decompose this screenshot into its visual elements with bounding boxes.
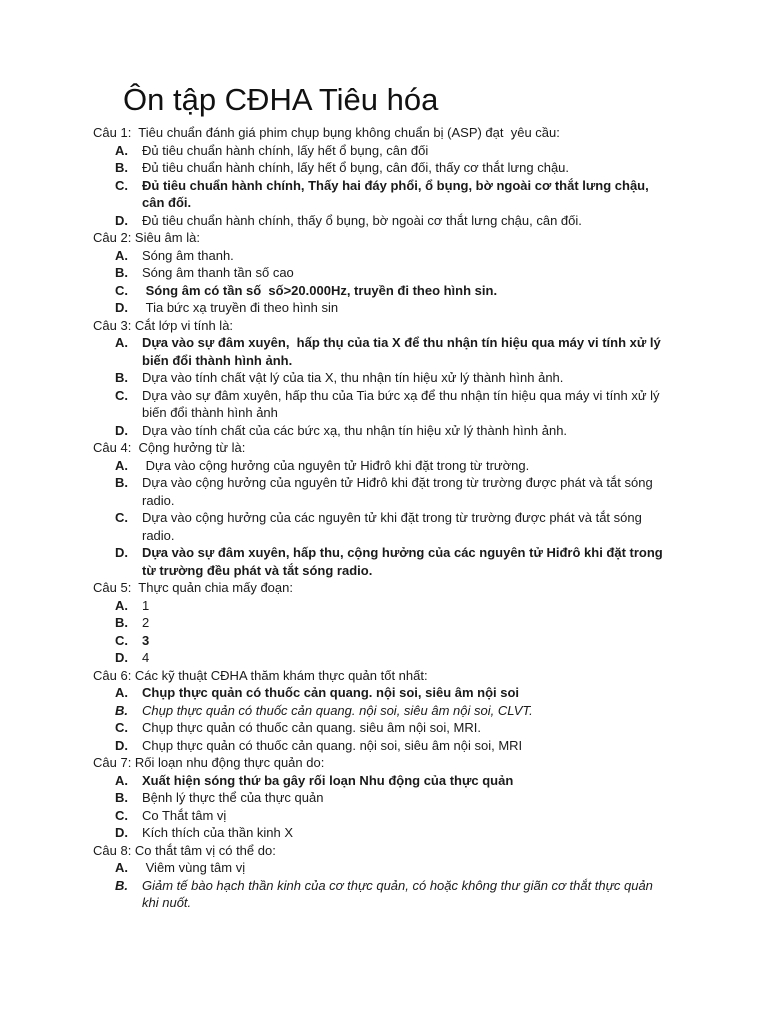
- question-stem: Câu 4: Cộng hưởng từ là:: [93, 440, 246, 455]
- option-text: Dựa vào cộng hưởng của các nguyên tử khi đặt trong từ trường được phát và tắt sóng radio.: [142, 510, 646, 543]
- question-stem: Câu 2: Siêu âm là:: [93, 230, 200, 245]
- option-text: Viêm vùng tâm vị: [142, 860, 246, 875]
- option-text: 3: [142, 632, 150, 648]
- option-letter: C.: [115, 282, 128, 298]
- answer-option: [93, 597, 673, 615]
- option-text: Chụp thực quản có thuốc cản quang. nội soi, siêu âm nội soi: [142, 685, 520, 700]
- option-list: [93, 859, 673, 912]
- answer-option: [93, 824, 673, 842]
- option-list: [93, 597, 673, 667]
- answer-option: [93, 807, 673, 825]
- option-letter: A.: [115, 860, 128, 875]
- answer-option: [93, 299, 673, 317]
- question-stem: Câu 7: Rối loạn nhu động thực quản do:: [93, 755, 325, 770]
- answer-option: [93, 177, 673, 212]
- answer-option: [93, 212, 673, 230]
- option-letter: B.: [115, 615, 128, 630]
- option-letter: D.: [115, 650, 128, 665]
- option-text: Sóng âm thanh tần số cao: [142, 265, 294, 280]
- question-stem: Câu 6: Các kỹ thuật CĐHA thăm khám thực quản tốt nhất:: [93, 667, 428, 683]
- option-text: Dựa vào tính chất vật lý của tia X, thu nhận tín hiệu xử lý thành hình ảnh.: [142, 370, 564, 385]
- option-text: Bệnh lý thực thể của thực quản: [142, 790, 324, 805]
- option-letter: B.: [115, 160, 128, 175]
- answer-option: [93, 772, 673, 790]
- option-letter: C.: [115, 807, 128, 823]
- option-text: Dựa vào cộng hưởng của nguyên tử Hiđrô khi đặt trong từ trường.: [142, 457, 530, 473]
- option-letter: C.: [115, 177, 128, 193]
- document-page: [93, 82, 673, 912]
- question-2: [93, 229, 673, 317]
- option-letter: D.: [115, 300, 128, 315]
- option-letter: A.: [115, 685, 128, 700]
- option-text: Chụp thực quản có thuốc cản quang. nội soi, siêu âm nội soi, CLVT.: [142, 702, 533, 718]
- option-text: Đủ tiêu chuẩn hành chính, lấy hết ổ bụng, cân đối: [142, 142, 429, 158]
- page-title: Ôn tập CĐHA Tiêu hóa: [123, 82, 439, 117]
- option-text: Sóng âm có tần số số>20.000Hz, truyền đi theo hình sin.: [142, 282, 498, 298]
- answer-option: [93, 457, 673, 475]
- question-stem: Câu 3: Cắt lớp vi tính là:: [93, 317, 234, 333]
- answer-option: [93, 422, 673, 440]
- answer-option: [93, 509, 673, 544]
- question-3: [93, 317, 673, 440]
- question-4: [93, 439, 673, 579]
- option-letter: B.: [115, 702, 128, 718]
- option-text: Dựa vào sự đâm xuyên, hấp thụ của tia X để thu nhận tín hiệu qua máy vi tính xử lý biến đổi thành hình ảnh.: [142, 335, 665, 368]
- question-5: [93, 579, 673, 667]
- answer-option: [93, 859, 673, 877]
- option-letter: A.: [115, 772, 128, 788]
- option-text: Xuất hiện sóng thứ ba gây rối loạn Nhu động của thực quản: [142, 772, 514, 788]
- answer-option: [93, 334, 673, 369]
- option-text: Sóng âm thanh.: [142, 247, 234, 263]
- answer-option: [93, 387, 673, 422]
- option-list: [93, 772, 673, 842]
- option-letter: C.: [115, 387, 128, 403]
- option-letter: D.: [115, 212, 128, 228]
- option-letter: B.: [115, 475, 128, 490]
- answer-option: [93, 369, 673, 387]
- option-letter: C.: [115, 510, 128, 525]
- option-text: Đủ tiêu chuẩn hành chính, thấy ổ bụng, bờ ngoài cơ thắt lưng chậu, cân đối.: [142, 212, 582, 228]
- question-list: [93, 124, 673, 912]
- option-letter: D.: [115, 737, 128, 753]
- option-text: 4: [142, 650, 150, 665]
- option-list: [93, 457, 673, 580]
- answer-option: [93, 737, 673, 755]
- question-stem: Câu 5: Thực quản chia mấy đoạn:: [93, 580, 293, 595]
- option-letter: C.: [115, 632, 128, 648]
- question-6: [93, 667, 673, 755]
- answer-option: [93, 877, 673, 912]
- option-list: [93, 334, 673, 439]
- answer-option: [93, 159, 673, 177]
- option-text: 2: [142, 615, 150, 630]
- option-list: [93, 142, 673, 230]
- option-letter: A.: [115, 335, 128, 350]
- answer-option: [93, 789, 673, 807]
- option-text: Giảm tế bào hạch thần kinh của cơ thực quản, có hoặc không thư giãn cơ thắt thực quản khi nuốt.: [142, 877, 657, 910]
- answer-option: [93, 702, 673, 720]
- question-stem: Câu 1: Tiêu chuẩn đánh giá phim chụp bụng không chuẩn bị (ASP) đạt yêu cầu:: [93, 125, 560, 140]
- question-1: [93, 124, 673, 229]
- answer-option: [93, 632, 673, 650]
- option-text: Dựa vào tính chất của các bức xạ, thu nhận tín hiệu xử lý thành hình ảnh.: [142, 422, 568, 438]
- option-text: Kích thích của thần kinh X: [142, 825, 294, 840]
- option-list: [93, 247, 673, 317]
- answer-option: [93, 614, 673, 632]
- option-letter: D.: [115, 825, 128, 840]
- answer-option: [93, 684, 673, 702]
- question-8: [93, 842, 673, 912]
- option-text: Đủ tiêu chuẩn hành chính, Thấy hai đáy phổi, ổ bụng, bờ ngoài cơ thắt lưng chậu, cân đối.: [142, 177, 653, 210]
- option-text: Chụp thực quản có thuốc cản quang. siêu âm nội soi, MRI.: [142, 720, 481, 735]
- answer-option: [93, 719, 673, 737]
- answer-option: [93, 544, 673, 579]
- answer-option: [93, 649, 673, 667]
- option-text: Tia bức xạ truyền đi theo hình sin: [142, 300, 339, 315]
- option-text: Dựa vào sự đâm xuyên, hấp thu của Tia bức xạ để thu nhận tín hiệu qua máy vi tính xử lý biến đổi thành hình ảnh: [142, 387, 664, 420]
- option-letter: A.: [115, 247, 128, 263]
- option-letter: D.: [115, 545, 128, 560]
- option-text: 1: [142, 597, 150, 613]
- answer-option: [93, 142, 673, 160]
- option-text: Co Thắt tâm vị: [142, 807, 227, 823]
- question-7: [93, 754, 673, 842]
- option-letter: A.: [115, 597, 128, 613]
- answer-option: [93, 264, 673, 282]
- answer-option: [93, 474, 673, 509]
- answer-option: [93, 282, 673, 300]
- option-letter: D.: [115, 422, 128, 438]
- answer-option: [93, 247, 673, 265]
- option-text: Dựa vào cộng hưởng của nguyên tử Hiđrô khi đặt trong từ trường được phát và tắt sóng radio.: [142, 475, 657, 508]
- option-letter: A.: [115, 457, 128, 473]
- option-letter: B.: [115, 790, 128, 805]
- option-text: Dựa vào sự đâm xuyên, hấp thu, cộng hưởng của các nguyên tử Hiđrô khi đặt trong từ trường đều phát và tắt sóng radio.: [142, 545, 667, 578]
- option-letter: C.: [115, 720, 128, 735]
- question-stem: Câu 8: Co thắt tâm vị có thể do:: [93, 842, 276, 858]
- option-letter: B.: [115, 265, 128, 280]
- option-letter: B.: [115, 877, 128, 893]
- option-letter: A.: [115, 142, 128, 158]
- option-text: Đủ tiêu chuẩn hành chính, lấy hết ổ bụng, cân đối, thấy cơ thắt lưng chậu.: [142, 160, 570, 175]
- option-letter: B.: [115, 370, 128, 385]
- option-list: [93, 684, 673, 754]
- option-text: Chụp thực quản có thuốc cản quang. nội soi, siêu âm nội soi, MRI: [142, 737, 523, 753]
